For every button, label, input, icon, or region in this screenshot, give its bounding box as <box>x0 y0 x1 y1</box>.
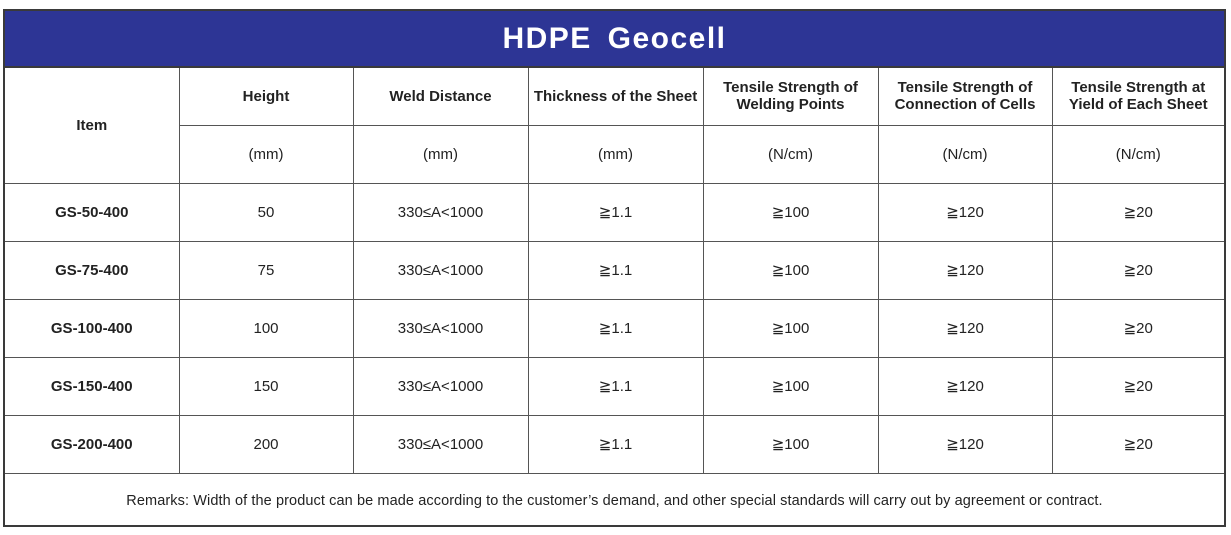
row-value-cell: ≧1.1 <box>528 357 703 415</box>
row-value-cell: 330≤A<1000 <box>353 241 528 299</box>
row-value-cell: 150 <box>179 357 353 415</box>
row-value-cell: ≧100 <box>703 183 878 241</box>
header-weld-distance: Weld Distance <box>353 68 528 125</box>
row-value-cell: ≧1.1 <box>528 415 703 473</box>
row-value-cell: ≧100 <box>703 357 878 415</box>
row-value-cell: ≧120 <box>878 183 1052 241</box>
row-value-cell: ≧20 <box>1052 183 1224 241</box>
unit-cell-connection-strength: (N/cm) <box>878 125 1052 183</box>
geocell-spec-sheet <box>3 9 1226 527</box>
table-row <box>5 241 1224 299</box>
row-value-cell: ≧100 <box>703 241 878 299</box>
header-yield-strength: Tensile Strength at Yield of Each Sheet <box>1052 68 1224 125</box>
row-value-cell: 50 <box>179 183 353 241</box>
row-value-cell: ≧120 <box>878 357 1052 415</box>
unit-height: (mm) <box>179 125 353 183</box>
row-item-code: GS-200-400 <box>5 415 179 473</box>
row-value-cell: 330≤A<1000 <box>353 183 528 241</box>
table-row <box>5 415 1224 473</box>
row-value-cell: ≧100 <box>703 415 878 473</box>
unit-row <box>5 125 1224 183</box>
row-item-code: GS-50-400 <box>5 183 179 241</box>
row-value-cell: 330≤A<1000 <box>353 415 528 473</box>
row-value-cell: 330≤A<1000 <box>353 299 528 357</box>
unit-sheet-thickness: (mm) <box>528 125 703 183</box>
table-row <box>5 183 1224 241</box>
row-value-cell: 330≤A<1000 <box>353 357 528 415</box>
unit-weld-distance: (mm) <box>353 125 528 183</box>
unit-yield-strength: (N/cm) <box>1052 125 1224 183</box>
row-value-cell: ≧100 <box>703 299 878 357</box>
row-value-cell: 75 <box>179 241 353 299</box>
row-value-cell: 200 <box>179 415 353 473</box>
row-item-code: GS-100-400 <box>5 299 179 357</box>
remarks-row <box>5 473 1224 529</box>
spec-table <box>5 68 1224 529</box>
remarks-text: Remarks: Width of the product can be made according to the customer’s demand, and other special standards will carry out by agreement or contract. <box>5 473 1224 529</box>
row-value-cell: ≧20 <box>1052 357 1224 415</box>
header-cell-connection-strength: Tensile Strength of Connection of Cells <box>878 68 1052 125</box>
header-welding-points-strength: Tensile Strength of Welding Points <box>703 68 878 125</box>
row-value-cell: ≧120 <box>878 241 1052 299</box>
row-value-cell: ≧20 <box>1052 241 1224 299</box>
table-title: HDPE Geocell <box>5 11 1224 68</box>
row-item-code: GS-75-400 <box>5 241 179 299</box>
header-row <box>5 68 1224 125</box>
table-row <box>5 357 1224 415</box>
row-value-cell: 100 <box>179 299 353 357</box>
unit-welding-points-strength: (N/cm) <box>703 125 878 183</box>
header-item: Item <box>5 68 179 183</box>
row-value-cell: ≧20 <box>1052 299 1224 357</box>
row-value-cell: ≧1.1 <box>528 241 703 299</box>
row-value-cell: ≧1.1 <box>528 299 703 357</box>
row-value-cell: ≧20 <box>1052 415 1224 473</box>
row-item-code: GS-150-400 <box>5 357 179 415</box>
row-value-cell: ≧1.1 <box>528 183 703 241</box>
table-row <box>5 299 1224 357</box>
header-sheet-thickness: Thickness of the Sheet <box>528 68 703 125</box>
row-value-cell: ≧120 <box>878 415 1052 473</box>
row-value-cell: ≧120 <box>878 299 1052 357</box>
header-height: Height <box>179 68 353 125</box>
